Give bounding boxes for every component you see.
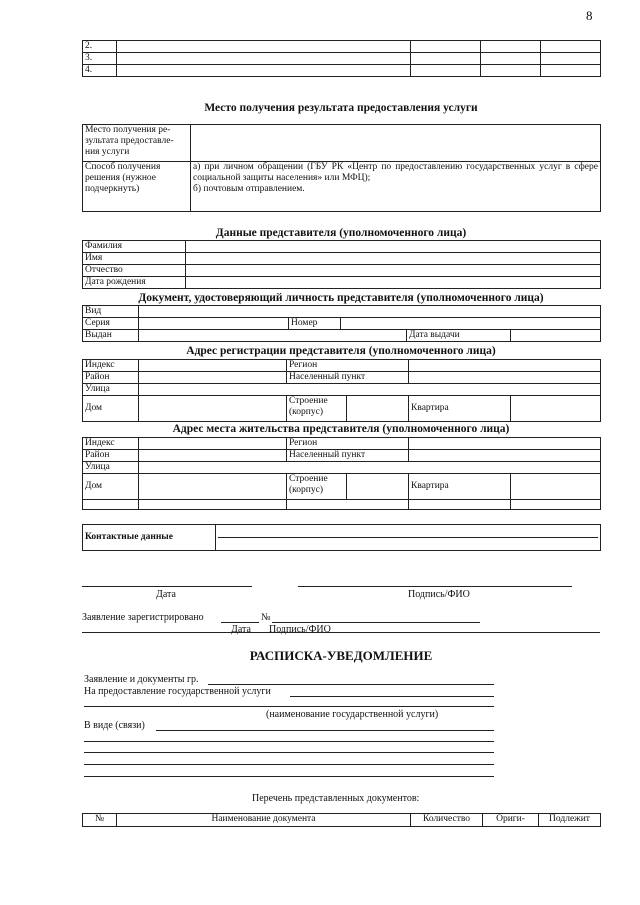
field-label: Район — [83, 450, 139, 462]
column-header: № — [83, 814, 117, 827]
table-row — [83, 41, 601, 53]
column-header: Наименование документа — [117, 814, 411, 827]
field-label: Вид — [83, 306, 139, 318]
surname-input[interactable] — [186, 241, 601, 253]
registration-text: Заявление зарегистрировано — [82, 612, 204, 623]
number-sign: № — [261, 612, 271, 623]
field-label: Строение (корпус) — [287, 474, 347, 500]
field-label: Фамилия — [83, 241, 186, 253]
street-input[interactable] — [139, 462, 601, 474]
table-cell[interactable] — [411, 41, 481, 53]
number-input[interactable] — [341, 318, 601, 330]
receipt-line3-label: В виде (связи) — [84, 720, 145, 731]
form-line[interactable] — [84, 764, 494, 765]
service-caption: (наименование государственной услуги) — [266, 709, 439, 720]
field-label: Улица — [83, 384, 139, 396]
field-label: Населенный пункт — [287, 450, 409, 462]
table-cell[interactable] — [541, 53, 601, 65]
field-label: Регион — [287, 438, 409, 450]
district-input[interactable] — [139, 450, 287, 462]
page-number: 8 — [586, 8, 593, 23]
receipt-line1-label: Заявление и документы гр. — [84, 674, 199, 685]
section-title-res-address: Адрес места жительства представителя (уполномоченного лица) — [172, 423, 510, 435]
issued-by-input[interactable] — [139, 330, 407, 342]
table-header-row — [83, 814, 601, 827]
column-header: Количество — [411, 814, 483, 827]
form-line[interactable] — [156, 730, 494, 731]
registration-separator — [82, 632, 600, 633]
region-input[interactable] — [409, 360, 601, 372]
field-label: Выдан — [83, 330, 139, 342]
table-row — [83, 53, 601, 65]
patronymic-input[interactable] — [186, 265, 601, 277]
applicant-name-line[interactable] — [208, 684, 494, 685]
form-line[interactable] — [84, 776, 494, 777]
contacts-input[interactable] — [216, 525, 601, 551]
field-label: Отчество — [83, 265, 186, 277]
section-title-id-document: Документ, удостоверяющий личность представителя (уполномоченного лица) — [138, 292, 544, 304]
registration-date-caption: Дата — [231, 624, 251, 635]
district-input[interactable] — [139, 372, 287, 384]
series-input[interactable] — [139, 318, 289, 330]
service-line[interactable] — [290, 696, 494, 697]
top-table — [82, 40, 601, 77]
result-place-table — [82, 124, 601, 212]
representative-table — [82, 240, 601, 289]
house-input[interactable] — [139, 396, 287, 422]
table-cell[interactable] — [411, 65, 481, 77]
table-cell[interactable] — [481, 65, 541, 77]
row-number: 4. — [83, 65, 117, 77]
res-address-table — [82, 437, 601, 510]
receipt-title: РАСПИСКА-УВЕДОМЛЕНИЕ — [249, 648, 433, 663]
table-row — [83, 65, 601, 77]
locality-input[interactable] — [409, 450, 601, 462]
field-label: Номер — [289, 318, 341, 330]
table-cell[interactable] — [117, 65, 411, 77]
registration-date-line[interactable] — [221, 622, 259, 623]
column-header: Ориги- — [483, 814, 539, 827]
house-input[interactable] — [139, 474, 287, 500]
signature-caption: Подпись/ФИО — [408, 589, 470, 600]
table-cell[interactable] — [117, 41, 411, 53]
issue-date-input[interactable] — [511, 330, 601, 342]
field-label: Квартира — [409, 396, 511, 422]
table-cell[interactable] — [541, 41, 601, 53]
docs-list-caption: Перечень представленных документов: — [252, 793, 420, 804]
service-line-2[interactable] — [84, 706, 494, 707]
registration-number-line[interactable] — [272, 622, 480, 623]
row-number: 2. — [83, 41, 117, 53]
field-label: Дом — [83, 474, 139, 500]
birthdate-input[interactable] — [186, 277, 601, 289]
region-input[interactable] — [409, 438, 601, 450]
registration-sign-caption: Подпись/ФИО — [269, 624, 331, 635]
form-line[interactable] — [84, 741, 494, 742]
name-input[interactable] — [186, 253, 601, 265]
building-input[interactable] — [347, 396, 409, 422]
field-label: Дата рождения — [83, 277, 186, 289]
result-method-label: Способ получения решения (нужное подчеркнуть) — [83, 162, 191, 212]
index-input[interactable] — [139, 438, 287, 450]
column-header: Подлежит — [539, 814, 601, 827]
field-label: Индекс — [83, 438, 139, 450]
date-caption: Дата — [156, 589, 176, 600]
table-cell[interactable] — [411, 53, 481, 65]
result-place-label: Место получения ре-зультата предоставле-ния услуги — [83, 125, 191, 162]
field-label: Дом — [83, 396, 139, 422]
docs-table — [82, 813, 601, 827]
option-post[interactable]: б) почтовым отправлением. — [193, 184, 305, 194]
field-label: Имя — [83, 253, 186, 265]
field-label: Район — [83, 372, 139, 384]
option-in-person[interactable]: а) при личном обращении (ГБУ РК «Центр по предоставлению государственных услуг в сфере социальной защиты населения» или МФЦ); — [193, 162, 598, 183]
signature-line[interactable] — [298, 586, 572, 587]
field-label: Строение (корпус) — [287, 396, 347, 422]
section-title-representative: Данные представителя (уполномоченного лица) — [215, 227, 467, 239]
id-document-table — [82, 305, 601, 342]
field-label: Дата выдачи — [407, 330, 511, 342]
table-cell[interactable] — [541, 65, 601, 77]
street-input[interactable] — [139, 384, 601, 396]
field-label: Квартира — [409, 474, 511, 500]
index-input[interactable] — [139, 360, 287, 372]
table-cell[interactable] — [481, 53, 541, 65]
section-title-reg-address: Адрес регистрации представителя (уполномоченного лица) — [186, 345, 496, 357]
contacts-label: Контактные данные — [83, 525, 216, 551]
field-label: Населенный пункт — [287, 372, 409, 384]
contacts-table — [82, 524, 601, 551]
building-input[interactable] — [347, 474, 409, 500]
result-method-options — [191, 162, 601, 212]
field-label: Улица — [83, 462, 139, 474]
apartment-input[interactable] — [511, 474, 601, 500]
field-label: Серия — [83, 318, 139, 330]
row-number: 3. — [83, 53, 117, 65]
field-label: Индекс — [83, 360, 139, 372]
form-line[interactable] — [84, 752, 494, 753]
apartment-input[interactable] — [511, 396, 601, 422]
field-label: Регион — [287, 360, 409, 372]
reg-address-table — [82, 359, 601, 422]
result-place-input[interactable] — [191, 125, 601, 162]
doc-type-input[interactable] — [139, 306, 601, 318]
table-cell[interactable] — [481, 41, 541, 53]
section-title-result-place: Место получения результата предоставления услуги — [204, 102, 478, 114]
date-line[interactable] — [82, 586, 252, 587]
receipt-line2-label: На предоставление государственной услуги — [84, 686, 271, 697]
locality-input[interactable] — [409, 372, 601, 384]
table-cell[interactable] — [117, 53, 411, 65]
